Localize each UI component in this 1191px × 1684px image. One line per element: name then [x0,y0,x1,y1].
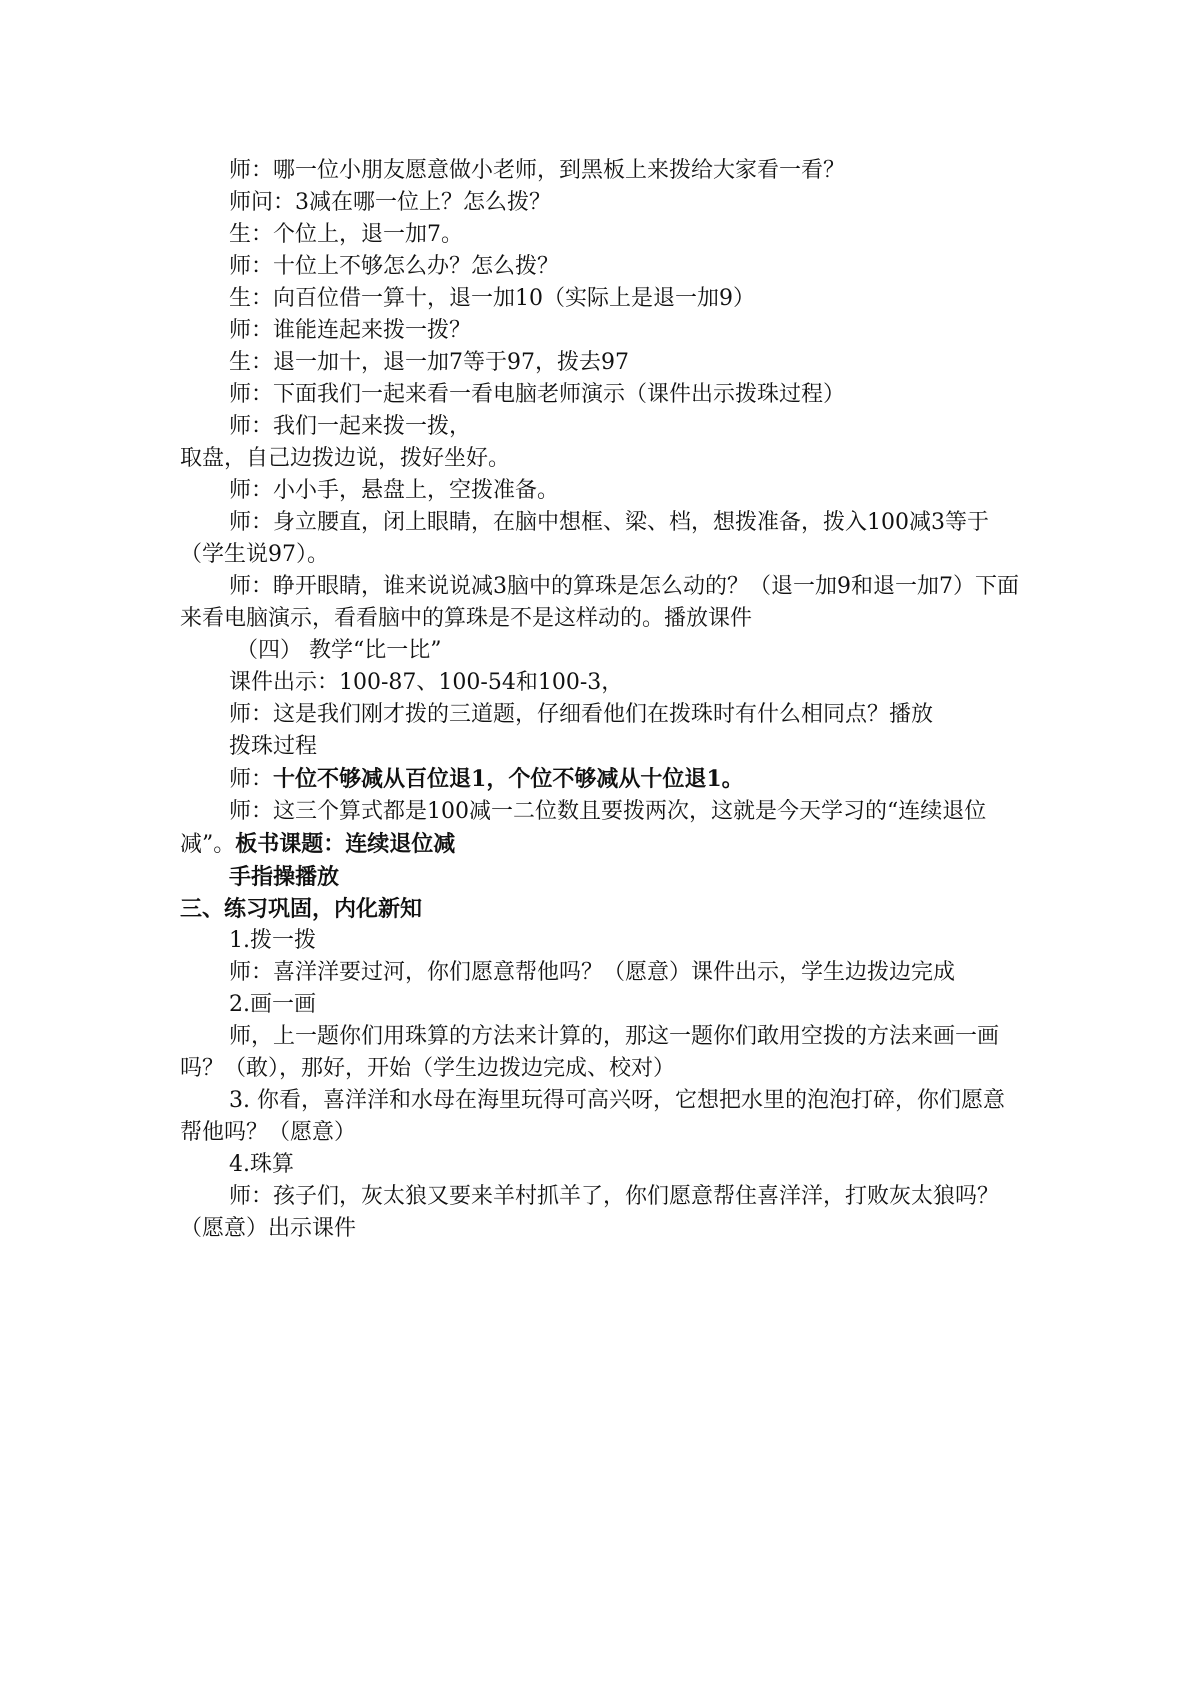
bold-text: 十位不够减从百位退1，个位不够减从十位退1。 [273,766,744,792]
line-text: 生：个位上，退一加7。 [229,222,463,247]
line-text: 师：这是我们刚才拨的三道题，仔细看他们在拨珠时有什么相同点？播放 [229,702,934,727]
paragraph [180,507,1022,571]
paragraph [180,347,1022,379]
paragraph [180,699,1022,731]
paragraph [180,219,1022,251]
paragraph [180,187,1022,219]
paragraph [180,155,1022,187]
line-text: 师，上一题你们用珠算的方法来计算的，那这一题你们敢用空拨的方法来画一画吗？（敢），那好，开始（学生边拨边完成、校对） [180,1024,1000,1081]
line-text: 师问：3减在哪一位上？怎么拨？ [229,190,551,215]
line-text: 师：小小手，悬盘上，空拨准备。 [229,478,560,503]
paragraph [180,475,1022,507]
line-text: 师：我们一起来拨一拨， [229,414,472,439]
line-text: 拨珠过程 [229,734,318,759]
paragraph [180,571,1022,635]
paragraph [180,667,1022,699]
document-body [180,155,1022,1245]
line-text: 师：谁能连起来拨一拨？ [229,318,472,343]
line-text: 师：下面我们一起来看一看电脑老师演示（课件出示拨珠过程） [229,382,846,407]
line-text: 师：身立腰直，闭上眼睛，在脑中想框、梁、档，想拨准备，拨入100减3等于（学生说97）。 [180,510,989,567]
line-text: 生：向百位借一算十，退一加10（实际上是退一加9） [229,286,755,311]
paragraph [180,731,1022,763]
line-text: 课件出示：100-87、100-54和100-3， [229,670,624,695]
line-text: 取盘，自己边拨边说，拨好坐好。 [180,446,511,471]
paragraph [180,411,1022,443]
section-heading-3 [180,893,1022,925]
line-text: 4.珠算 [229,1152,294,1177]
line-text: 三、练习巩固，内化新知 [180,896,423,922]
line-text: 师：睁开眼睛，谁来说说减3脑中的算珠是怎么动的？（退一加9和退一加7）下面来看电脑演示，看看脑中的算珠是不是这样动的。播放课件 [180,574,1019,631]
line-text: 手指操播放 [229,864,340,890]
paragraph [180,957,1022,989]
paragraph [180,861,1022,893]
line-text: 师：十位上不够怎么办？怎么拨？ [229,254,560,279]
paragraph [180,443,1022,475]
paragraph [180,1021,1022,1085]
paragraph [180,796,1022,861]
line-text: 师：哪一位小朋友愿意做小老师，到黑板上来拨给大家看一看？ [229,158,846,183]
line-text: 生：退一加十，退一加7等于97，拨去97 [229,350,629,375]
line-text: 3. 你看，喜洋洋和水母在海里玩得可高兴呀，它想把水里的泡泡打碎，你们愿意帮他吗？（愿意） [180,1088,1005,1145]
paragraph [180,315,1022,347]
paragraph [180,379,1022,411]
line-text: 1.拨一拨 [229,928,316,953]
line-text: 师：这三个算式都是100减一二位数且要拨两次，这就是今天学习的“连续退位减”。 [180,799,987,857]
line-text: 2.画一画 [229,992,316,1017]
paragraph [180,251,1022,283]
bold-text: 板书课题：连续退位减 [235,831,456,857]
paragraph [180,283,1022,315]
line-text: 师： [229,767,274,792]
line-text: 师：喜洋洋要过河，你们愿意帮他吗？（愿意）课件出示，学生边拨边完成 [229,960,956,985]
paragraph [180,763,1022,796]
line-text: （四） 教学“比一比” [236,638,442,663]
paragraph [180,925,1022,957]
section-heading-4 [180,635,1022,667]
line-text: 师：孩子们，灰太狼又要来羊村抓羊了，你们愿意帮住喜洋洋，打败灰太狼吗？（愿意）出示课件 [180,1184,1000,1241]
paragraph [180,1149,1022,1181]
paragraph [180,1085,1022,1149]
paragraph [180,1181,1022,1245]
paragraph [180,989,1022,1021]
